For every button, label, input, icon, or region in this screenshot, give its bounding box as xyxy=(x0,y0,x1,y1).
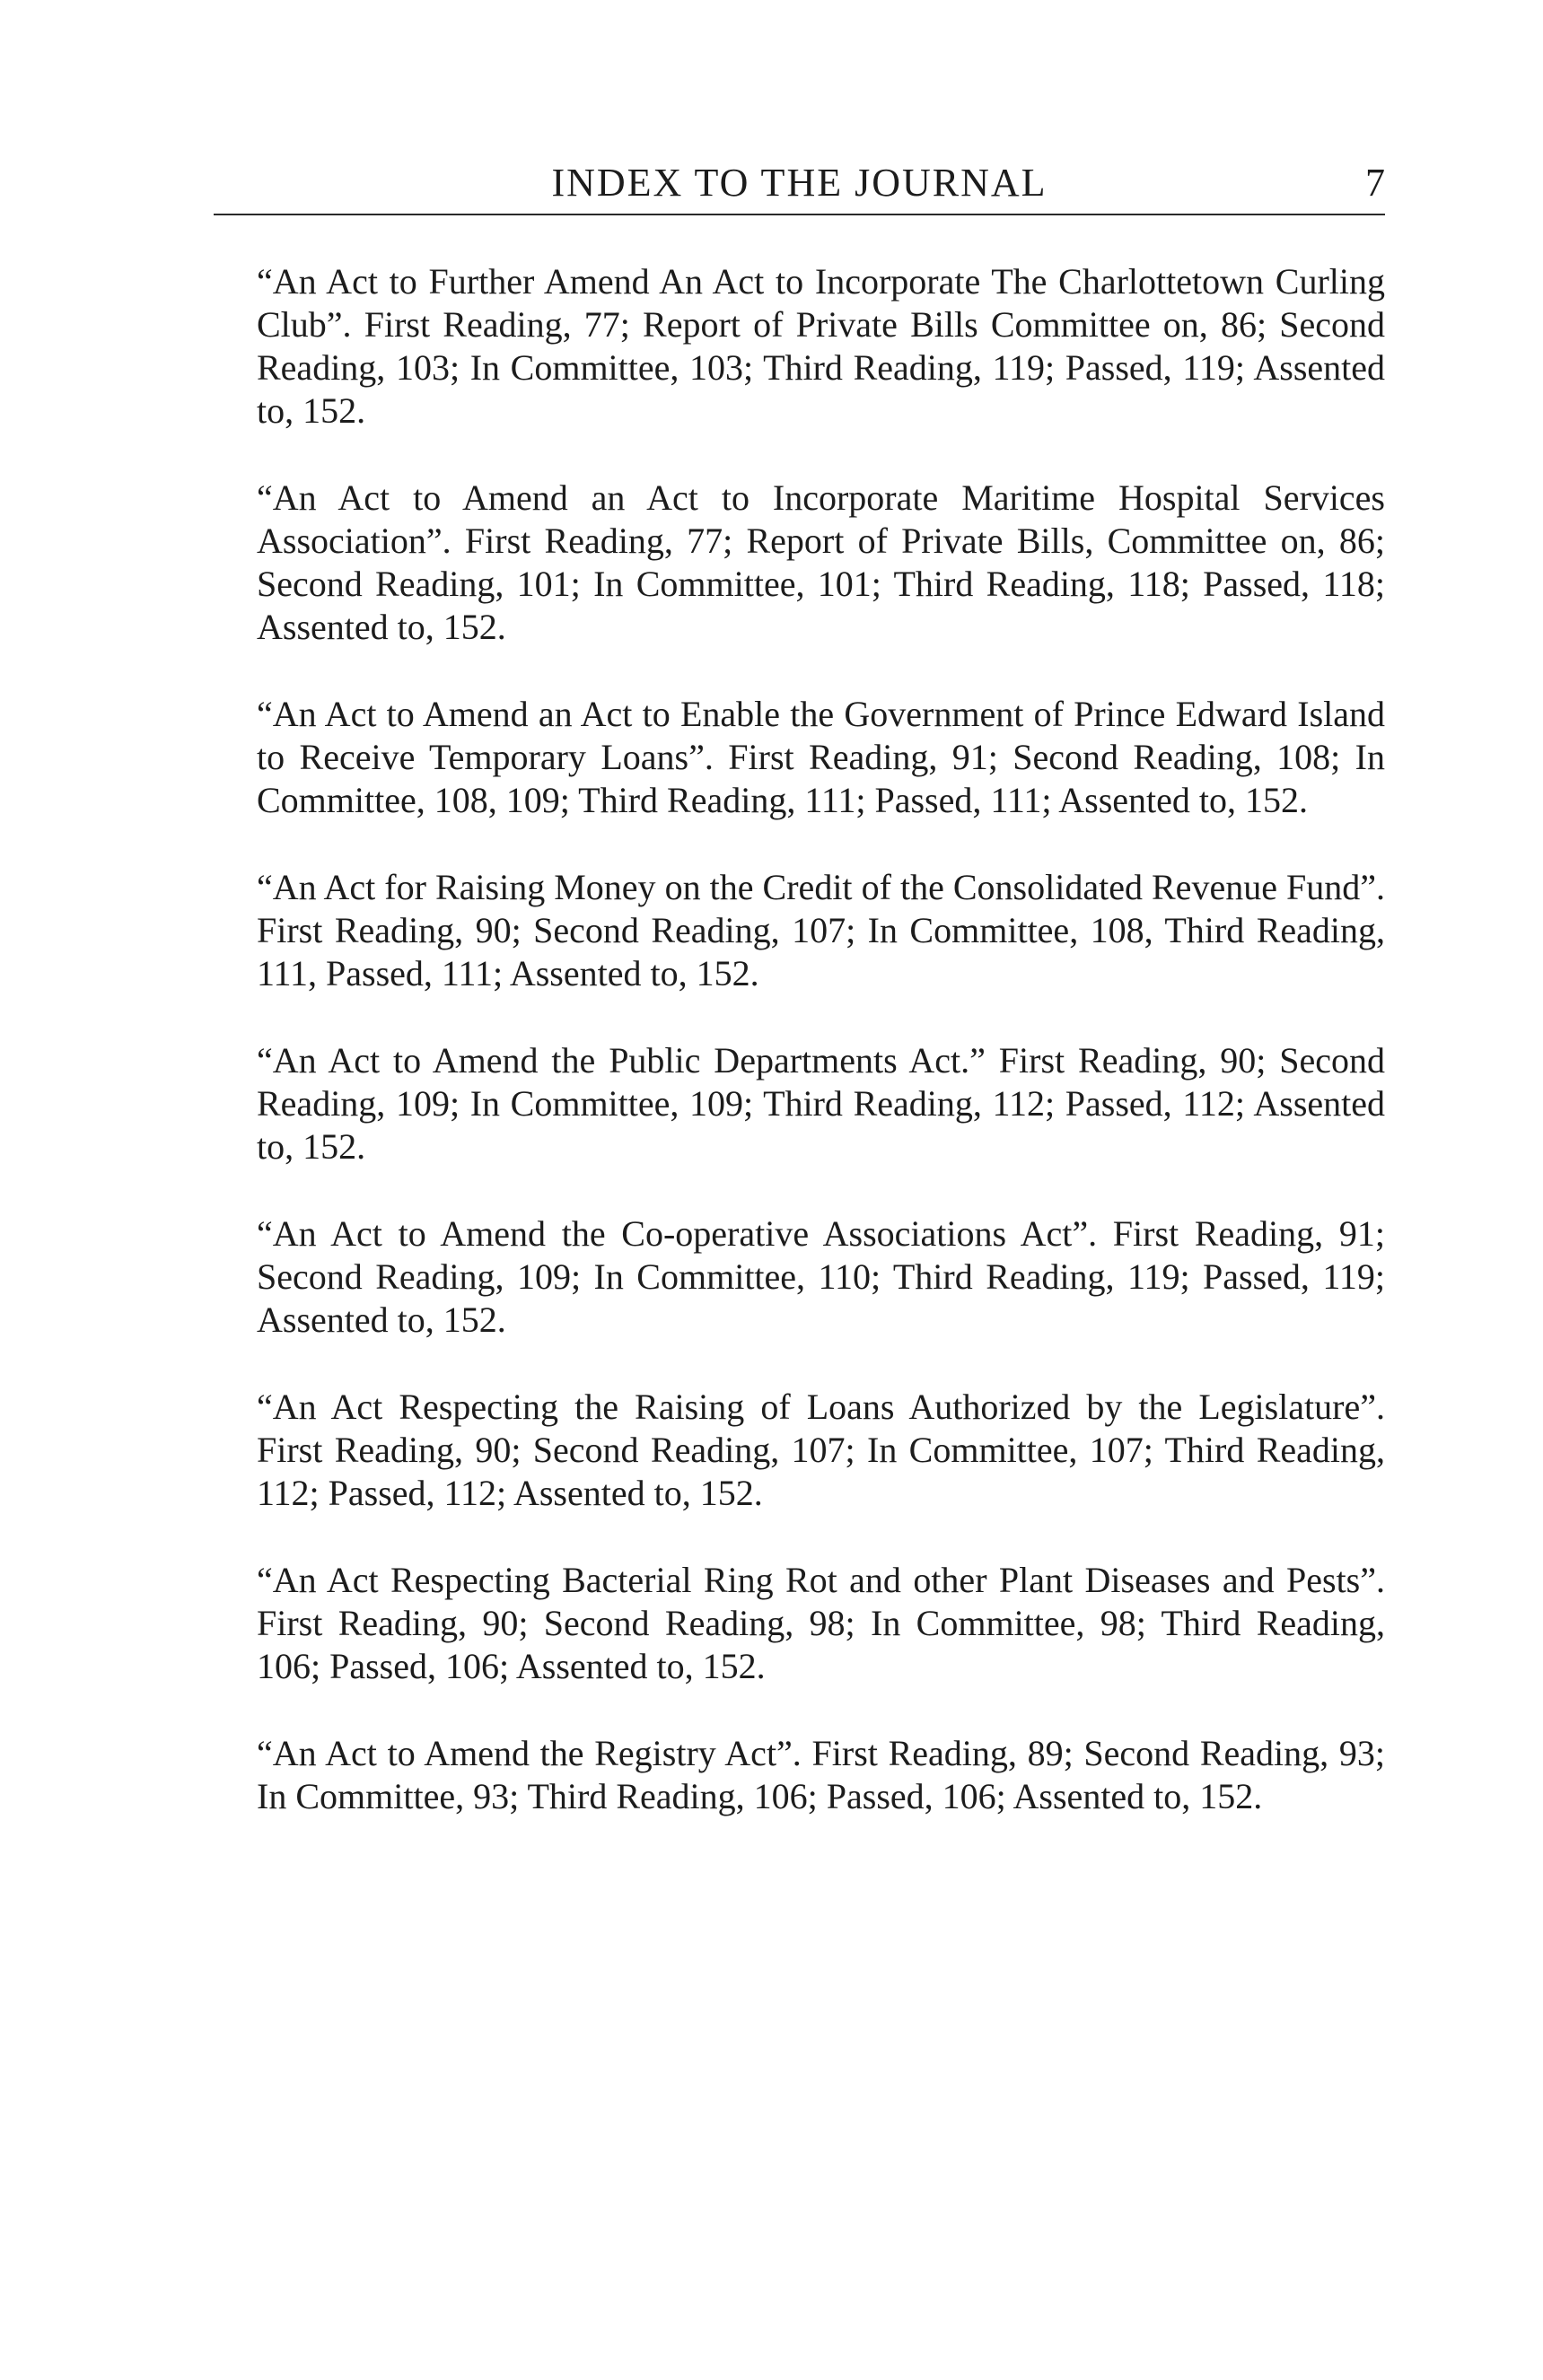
page-header xyxy=(214,160,1385,215)
index-entry: “An Act to Amend the Public Departments Act.” First Reading, 90; Second Reading, 109; In Committee, 109; Third Reading, 112; Passed, 112; Assented to, 152. xyxy=(257,1040,1385,1167)
page-number: 7 xyxy=(1365,161,1385,205)
index-entry: “An Act Respecting the Raising of Loans Authorized by the Legislature”. First Reading, 90; Second Reading, 107; In Committee, 107; Third Reading, 112; Passed, 112; Assented to, 152. xyxy=(257,1387,1385,1513)
index-entry: “An Act to Amend an Act to Incorporate Maritime Hospital Services Association”. First Reading, 77; Report of Private Bills, Committee on, 86; Second Reading, 101; In Committee, 101; Third Reading, 118; Passed, 118; Assented to, 152. xyxy=(257,477,1385,647)
index-entries xyxy=(257,260,1385,1862)
index-entry: “An Act to Amend the Co-operative Associations Act”. First Reading, 91; Second Reading, 109; In Committee, 110; Third Reading, 119; Passed, 119; Assented to, 152. xyxy=(257,1213,1385,1340)
index-entry: “An Act to Amend the Registry Act”. First Reading, 89; Second Reading, 93; In Committee, 93; Third Reading, 106; Passed, 106; Assented to, 152. xyxy=(257,1733,1385,1816)
index-entry: “An Act Respecting Bacterial Ring Rot and other Plant Diseases and Pests”. First Reading, 90; Second Reading, 98; In Committee, 98; Third Reading, 106; Passed, 106; Assented to, 152. xyxy=(257,1560,1385,1686)
index-entry: “An Act to Amend an Act to Enable the Government of Prince Edward Island to Receive Temporary Loans”. First Reading, 91; Second Reading, 108; In Committee, 108, 109; Third Reading, 111; Passed, 111; Assented to, 152. xyxy=(257,694,1385,820)
index-entry: “An Act to Further Amend An Act to Incorporate The Charlottetown Curling Club”. First Reading, 77; Report of Private Bills Committee on, 86; Second Reading, 103; In Committee, 103; Third Reading, 119; Passed, 119; Assented to, 152. xyxy=(257,261,1385,431)
page-title: INDEX TO THE JOURNAL xyxy=(551,161,1048,205)
index-entry: “An Act for Raising Money on the Credit of the Consolidated Revenue Fund”. First Reading, 90; Second Reading, 107; In Committee, 108, Third Reading, 111, Passed, 111; Assented to, 152. xyxy=(257,867,1385,993)
